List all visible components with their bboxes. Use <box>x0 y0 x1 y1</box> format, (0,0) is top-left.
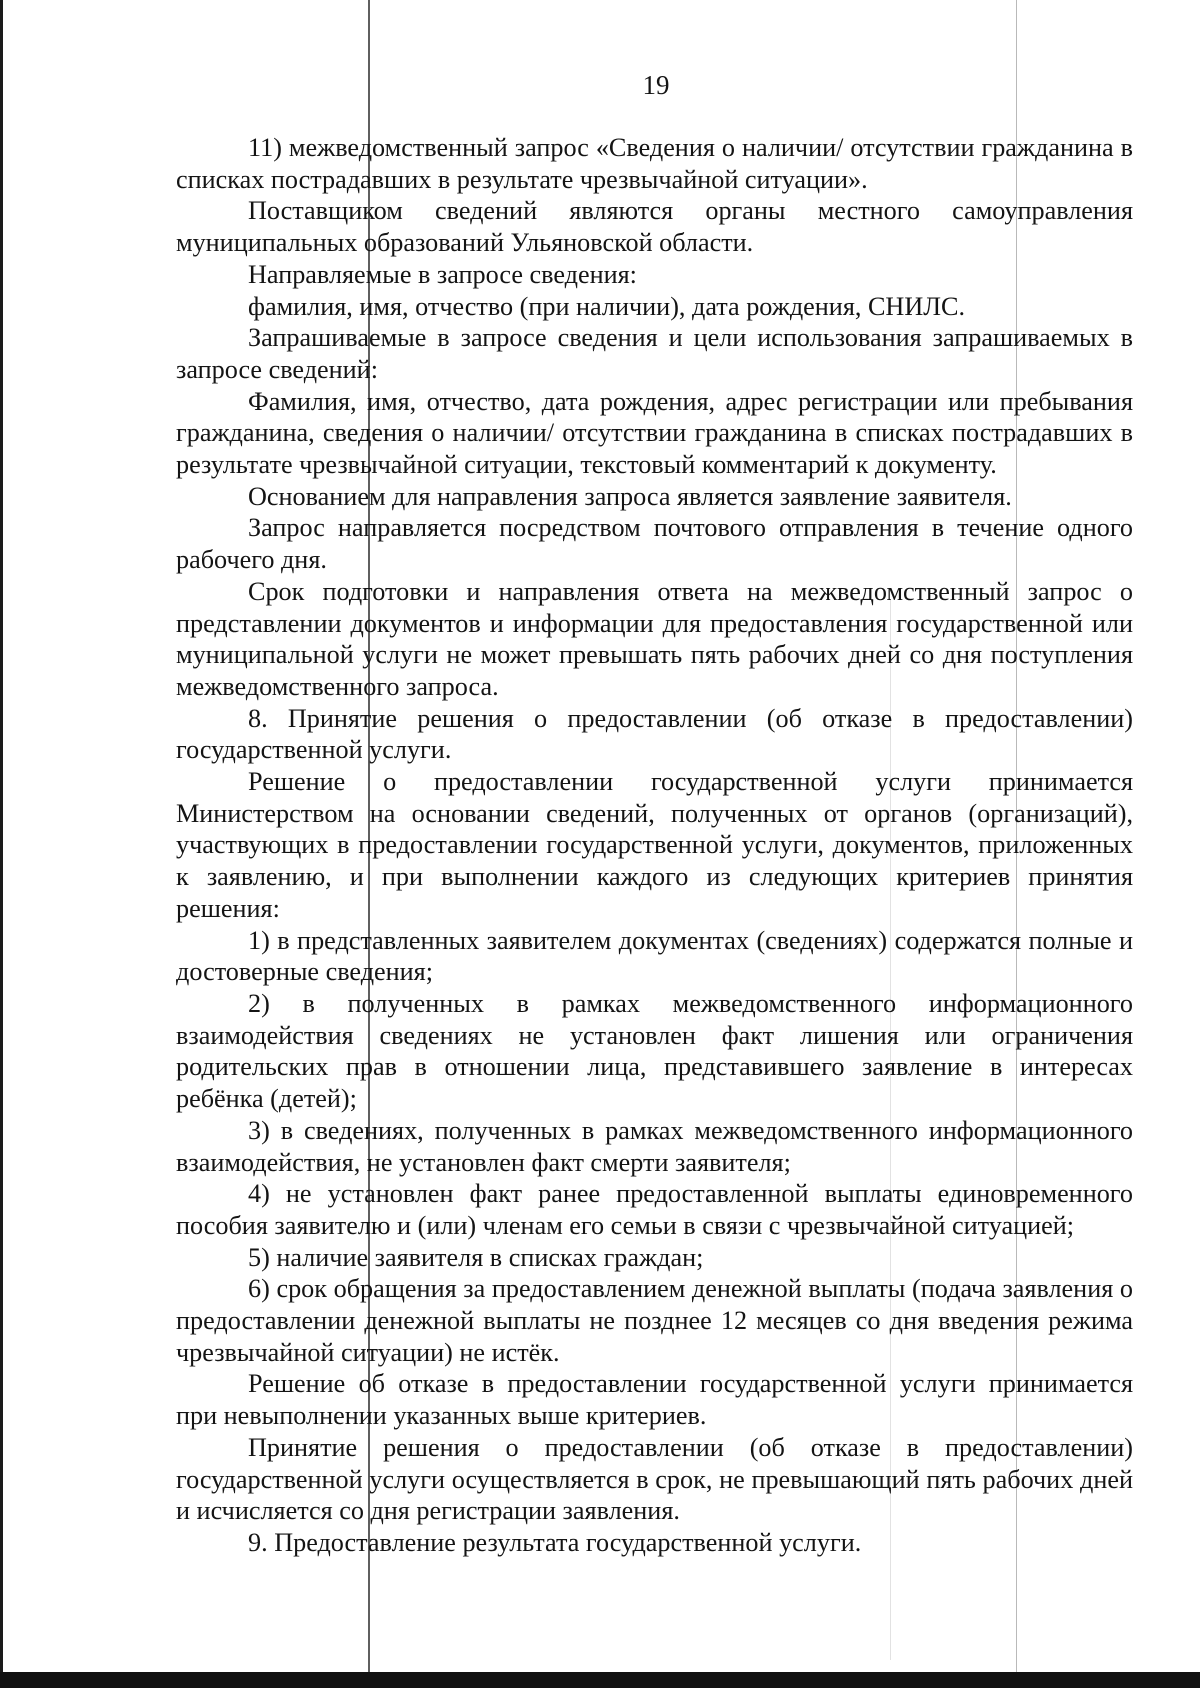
list-item: 6) срок обращения за предоставлением денежной выплаты (подача заявления о предоставлении денежной выплаты не позднее 12 месяцев со дня введения режима чрезвычайной ситуации) не истёк. <box>176 1274 1133 1367</box>
list-item: 3) в сведениях, полученных в рамках межведомственного информационного взаимодействия, не установлен факт смерти заявителя; <box>176 1115 1133 1177</box>
paragraph: Решение об отказе в предоставлении государственной услуги принимается при невыполнении указанных выше критериев. <box>176 1369 1133 1431</box>
paragraph: Поставщиком сведений являются органы местного самоуправления муниципальных образований Ульяновской области. <box>176 196 1133 258</box>
paragraph: Запрос направляется посредством почтового отправления в течение одного рабочего дня. <box>176 513 1133 575</box>
paragraph: фамилия, имя, отчество (при наличии), дата рождения, СНИЛС. <box>248 291 966 321</box>
paragraph: Принятие решения о предоставлении (об отказе в предоставлении) государственной услуги осуществляется в срок, не превышающий пять рабочих дней и исчисляется со дня регистрации заявления. <box>176 1432 1133 1526</box>
section-heading: 9. Предоставление результата государственной услуги. <box>248 1527 862 1557</box>
page-edge <box>0 0 3 1688</box>
paragraph: Запрашиваемые в запросе сведения и цели использования запрашиваемых в запросе сведений: <box>176 323 1133 384</box>
paragraph: Основанием для направления запроса является заявление заявителя. <box>248 481 1012 511</box>
list-item: 1) в представленных заявителем документах (сведениях) содержатся полные и достоверные сведения; <box>176 925 1133 987</box>
paragraph: Срок подготовки и направления ответа на межведомственный запрос о представлении документов и информации для предоставления государственной или муниципальной услуги не может превышать пять рабочих дней со дня поступления межведомственного запроса. <box>176 576 1133 701</box>
paragraph: Направляемые в запросе сведения: <box>248 259 637 289</box>
list-item: 2) в полученных в рамках межведомственного информационного взаимодействия сведениях не установлен факт лишения или ограничения родительских прав в отношении лица, представившего заявление в интересах ребёнка (детей); <box>176 988 1133 1114</box>
list-item: 5) наличие заявителя в списках граждан; <box>248 1242 704 1272</box>
paragraph: Решение о предоставлении государственной услуги принимается Министерством на основании сведений, полученных от органов (организаций), участвующих в предоставлении государственной услуги, документов, приложенных к заявлению, и при выполнении каждого из следующих критериев принятия решения: <box>176 767 1133 923</box>
section-heading: 8. Принятие решения о предоставлении (об отказе в предоставлении) государственной услуги. <box>176 703 1133 765</box>
paragraph: 11) межведомственный запрос «Сведения о наличии/ отсутствии гражданина в списках пострадавших в результате чрезвычайной ситуации». <box>176 133 1133 194</box>
paragraph: Фамилия, имя, отчество, дата рождения, адрес регистрации или пребывания гражданина, сведения о наличии/ отсутствии гражданина в списках пострадавших в результате чрезвычайной ситуации, текстовый комментарий к документу. <box>176 386 1133 480</box>
page-bottom-edge <box>0 1672 1200 1688</box>
document-body <box>176 132 1133 1559</box>
list-item: 4) не установлен факт ранее предоставленной выплаты единовременного пособия заявителю и (или) членам его семьи в связи с чрезвычайной ситуацией; <box>176 1179 1133 1240</box>
page-number: 19 <box>642 70 670 100</box>
